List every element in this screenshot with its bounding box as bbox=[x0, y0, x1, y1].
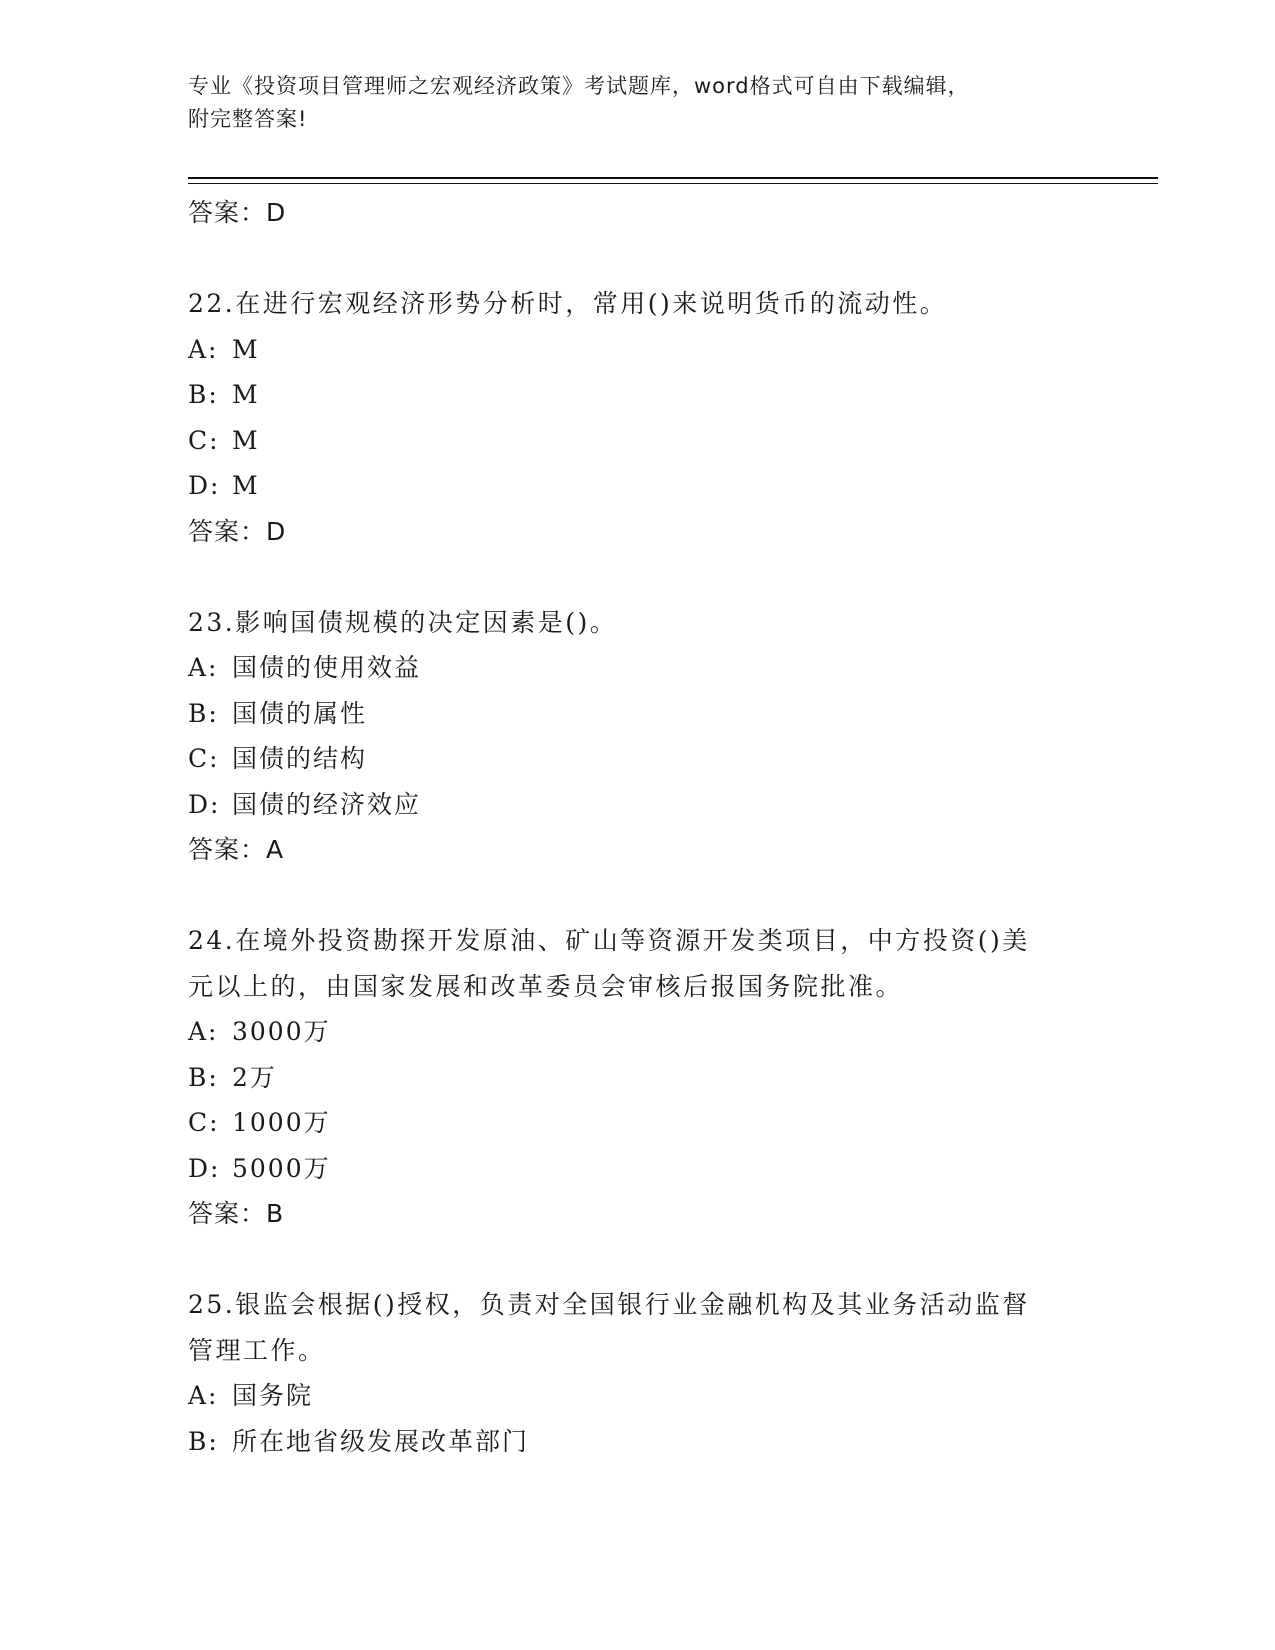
option-text: M bbox=[232, 380, 260, 409]
option-label: A: bbox=[188, 334, 219, 364]
option-label: B: bbox=[188, 1062, 219, 1092]
answer: 答案：A bbox=[188, 835, 285, 864]
option-text: 2万 bbox=[232, 1062, 277, 1092]
option-text: 3000万 bbox=[232, 1017, 331, 1046]
question-23 bbox=[188, 600, 1088, 873]
option-a bbox=[188, 327, 1088, 373]
option-text: M bbox=[232, 334, 260, 364]
option-label: B: bbox=[188, 698, 219, 728]
option-d bbox=[188, 782, 1088, 828]
option-a bbox=[188, 1373, 1088, 1419]
document-header bbox=[188, 70, 1088, 136]
option-text: 5000万 bbox=[232, 1153, 331, 1183]
header-divider-thick bbox=[188, 177, 1158, 179]
option-text: 国债的结构 bbox=[232, 744, 368, 773]
option-text: M bbox=[232, 471, 260, 500]
question-22 bbox=[188, 281, 1088, 554]
option-a bbox=[188, 645, 1088, 691]
option-label: B: bbox=[188, 1426, 219, 1456]
header-line-1: 专业《投资项目管理师之宏观经济政策》考试题库，word格式可自由下载编辑， bbox=[188, 74, 970, 98]
option-d bbox=[188, 463, 1088, 509]
option-label: C: bbox=[188, 1108, 220, 1137]
option-text: 国债的经济效应 bbox=[232, 789, 422, 819]
header-divider-thin bbox=[188, 183, 1158, 184]
option-c bbox=[188, 418, 1088, 464]
option-b bbox=[188, 1419, 1088, 1465]
question-stem-line-2: 元以上的，由国家发展和改革委员会审核后报国务院批准。 bbox=[188, 971, 904, 1001]
question-stem: 22.在进行宏观经济形势分析时，常用()来说明货币的流动性。 bbox=[188, 289, 948, 318]
answer: 答案：B bbox=[188, 1199, 285, 1228]
option-label: A: bbox=[188, 1017, 219, 1046]
option-label: C: bbox=[188, 425, 220, 455]
option-label: D: bbox=[188, 471, 221, 500]
option-text: 国债的属性 bbox=[232, 698, 368, 728]
question-25 bbox=[188, 1282, 1088, 1464]
option-text: M bbox=[232, 425, 260, 455]
question-stem-line-2: 管理工作。 bbox=[188, 1335, 326, 1365]
option-label: D: bbox=[188, 1153, 221, 1183]
question-stem-line-1: 25.银监会根据()授权，负责对全国银行业金融机构及其业务活动监督 bbox=[188, 1290, 1030, 1319]
option-b bbox=[188, 372, 1088, 418]
option-label: A: bbox=[188, 1381, 219, 1410]
option-label: B: bbox=[188, 380, 219, 409]
option-text: 国务院 bbox=[232, 1381, 314, 1410]
option-c bbox=[188, 736, 1088, 782]
option-b bbox=[188, 1055, 1088, 1101]
option-c bbox=[188, 1100, 1088, 1146]
option-text: 所在地省级发展改革部门 bbox=[232, 1426, 530, 1456]
question-list bbox=[188, 190, 1088, 1464]
header-line-2: 附完整答案! bbox=[188, 107, 308, 131]
option-b bbox=[188, 691, 1088, 737]
option-text: 国债的使用效益 bbox=[232, 653, 422, 682]
previous-answer: 答案：D bbox=[188, 198, 287, 227]
question-24 bbox=[188, 918, 1088, 1237]
option-label: C: bbox=[188, 744, 220, 773]
option-a bbox=[188, 1009, 1088, 1055]
question-stem: 23.影响国债规模的决定因素是()。 bbox=[188, 607, 618, 637]
answer: 答案：D bbox=[188, 516, 287, 546]
option-d bbox=[188, 1146, 1088, 1192]
option-label: D: bbox=[188, 789, 221, 819]
option-label: A: bbox=[188, 653, 219, 682]
option-text: 1000万 bbox=[232, 1108, 331, 1137]
question-stem-line-1: 24.在境外投资勘探开发原油、矿山等资源开发类项目，中方投资()美 bbox=[188, 926, 1030, 955]
